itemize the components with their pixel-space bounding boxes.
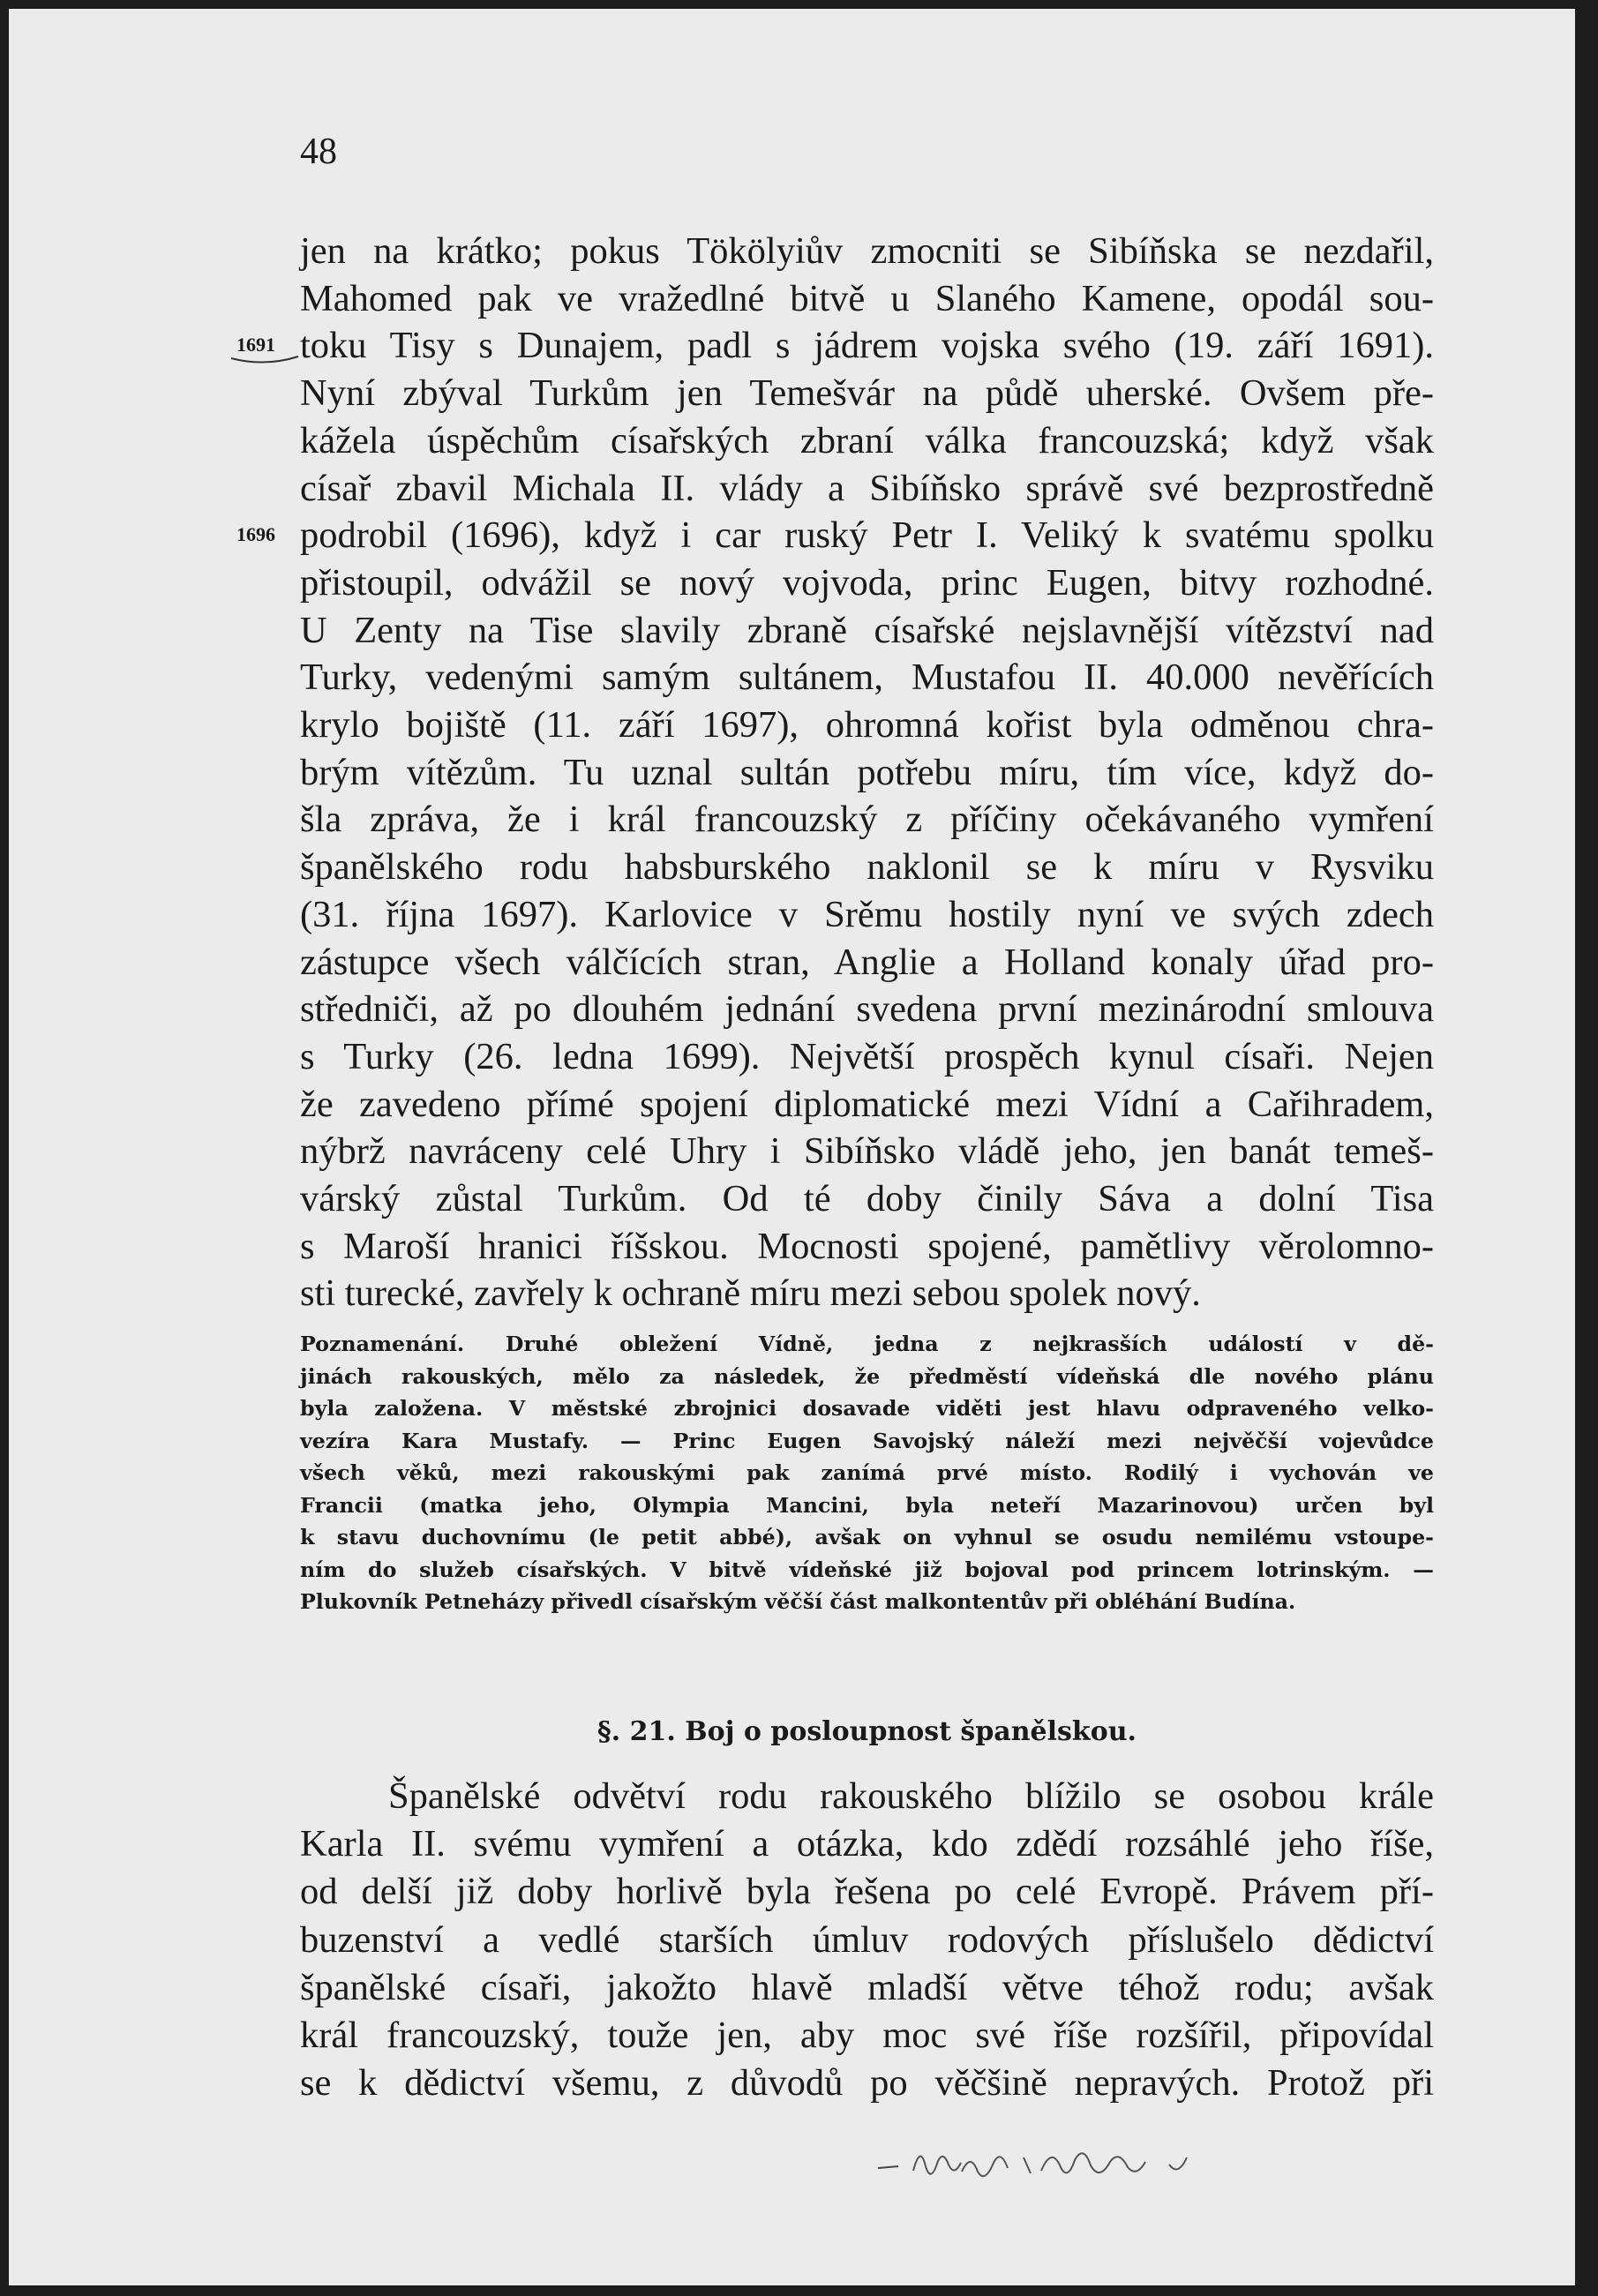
- note-line: jinách rakouských, mělo za následek, že předměstí vídeňská dle nového plánu: [300, 1363, 1434, 1389]
- main-text: [300, 228, 1434, 1317]
- margin-bracket: [229, 355, 300, 369]
- note-line: byla založena. V městské zbrojnici dosavade viděti jest hlavu odpraveného velko-: [300, 1396, 1434, 1421]
- text-line: brým vítězům. Tu uznal sultán potřebu míru, tím více, když do-: [300, 751, 1434, 793]
- text-line: kážela úspěchům císařských zbraní válka francouzská; když však: [300, 419, 1434, 461]
- margin-year-1691: 1691: [236, 334, 275, 356]
- text-line: (31. října 1697). Karlovice v Srěmu hostily nyní ve svých zdech: [300, 893, 1434, 935]
- footnote: [300, 1328, 1434, 1618]
- section-line: král francouzský, touže jen, aby moc své říše rozšířil, připovídal: [300, 2015, 1434, 2057]
- text-line: toku Tisy s Dunajem, padl s jádrem vojska svého (19. září 1691).: [300, 325, 1434, 367]
- margin-year-1696: 1696: [236, 523, 275, 545]
- note-line: Francii (matka jeho, Olympia Mancini, byla neteří Mazarinovou) určen byl: [300, 1492, 1434, 1518]
- section-line: španělské císaři, jakožto hlavě mladší větve téhož rodu; avšak: [300, 1966, 1434, 2008]
- note-line: Poznamenání. Druhé obležení Vídně, jedna z nejkrasších událostí v dě-: [300, 1332, 1434, 1356]
- text-line: sti turecké, zavřely k ochraně míru mezi sebou spolek nový.: [300, 1272, 1201, 1315]
- section-heading: §. 21. Boj o posloupnost španělskou.: [597, 1716, 1137, 1747]
- section-line: od delší již doby horlivě byla řešena po celé Evropě. Právem pří-: [300, 1871, 1434, 1913]
- text-line: jen na krátko; pokus Tökölyiův zmocniti se Sibíňska se nezdařil,: [300, 230, 1434, 272]
- section-line: Španělské odvětví rodu rakouského blížilo se osobou krále: [388, 1775, 1434, 1817]
- text-line: U Zenty na Tise slavily zbraně císařské nejslavnější vítězství nad: [300, 609, 1434, 651]
- text-line: s Turky (26. ledna 1699). Největší prospěch kynul císaři. Nejen: [300, 1035, 1434, 1077]
- text-line: šla zpráva, že i král francouzský z příčiny očekávaného vymření: [300, 799, 1434, 841]
- section-line: Karla II. svému vymření a otázka, kdo zdědí rozsáhlé jeho říše,: [300, 1823, 1434, 1865]
- text-line: císař zbavil Michala II. vlády a Sibíňsko správě své bezprostředně: [300, 467, 1434, 509]
- section-line: se k dědictví všemu, z důvodů po věčšině nepravých. Protož při: [300, 2062, 1434, 2105]
- text-line: středniči, až po dlouhém jednání svedena první mezinárodní smlouva: [300, 988, 1434, 1031]
- note-line: k stavu duchovnímu (le petit abbé), avšak on vyhnul se osudu nemilému vstoupe-: [300, 1525, 1434, 1549]
- text-line: zástupce všech válčících stran, Anglie a Holland konaly úřad pro-: [300, 941, 1434, 983]
- text-line: že zavedeno přímé spojení diplomatické mezi Vídní a Cařihradem,: [300, 1083, 1434, 1125]
- text-line: podrobil (1696), když i car ruský Petr I. Veliký k svatému spolku: [300, 514, 1434, 557]
- section-line: buzenství a vedlé starších úmluv rodových příslušelo dědictví: [300, 1918, 1434, 1961]
- note-line: ním do služeb císařských. V bitvě vídeňské již bojoval pod princem lotrinským. —: [300, 1557, 1434, 1582]
- page-number: 48: [300, 131, 337, 172]
- text-line: várský zůstal Turkům. Od té doby činily Sáva a dolní Tisa: [300, 1178, 1434, 1220]
- text-line: Turky, vedenými samým sultánem, Mustafou II. 40.000 nevěřících: [300, 657, 1434, 699]
- scanned-page: [9, 9, 1575, 2285]
- text-line: Nyní zbýval Turkům jen Temešvár na půdě uherské. Ovšem pře-: [300, 372, 1434, 415]
- note-line: všech věků, mezi rakouskými pak zanímá prvé místo. Rodilý i vychován ve: [300, 1460, 1434, 1485]
- text-line: krylo bojiště (11. září 1697), ohromná kořist byla odměnou chra-: [300, 704, 1434, 747]
- text-line: s Maroší hranici říšskou. Mocnosti spojené, pamětlivy věrolomno-: [300, 1225, 1434, 1267]
- note-line: vezíra Kara Mustafy. — Princ Eugen Savojský náleží mezi nejvěčší vojevůdce: [300, 1428, 1434, 1453]
- section-text: [300, 1773, 1434, 2107]
- text-line: Mahomed pak ve vražedlné bitvě u Slaného Kamene, opodál sou-: [300, 277, 1434, 319]
- note-line: Plukovník Petneházy přivedl císařským věčší část malkontentův při obléhání Budína.: [300, 1589, 1296, 1614]
- text-line: nýbrž navráceny celé Uhry i Sibíňsko vládě jeho, jen banát temeš-: [300, 1130, 1434, 1173]
- text-line: španělského rodu habsburského naklonil se k míru v Rysviku: [300, 846, 1434, 889]
- handwritten-annotation: [874, 2131, 1244, 2193]
- text-line: přistoupil, odvážil se nový vojvoda, princ Eugen, bitvy rozhodné.: [300, 561, 1434, 604]
